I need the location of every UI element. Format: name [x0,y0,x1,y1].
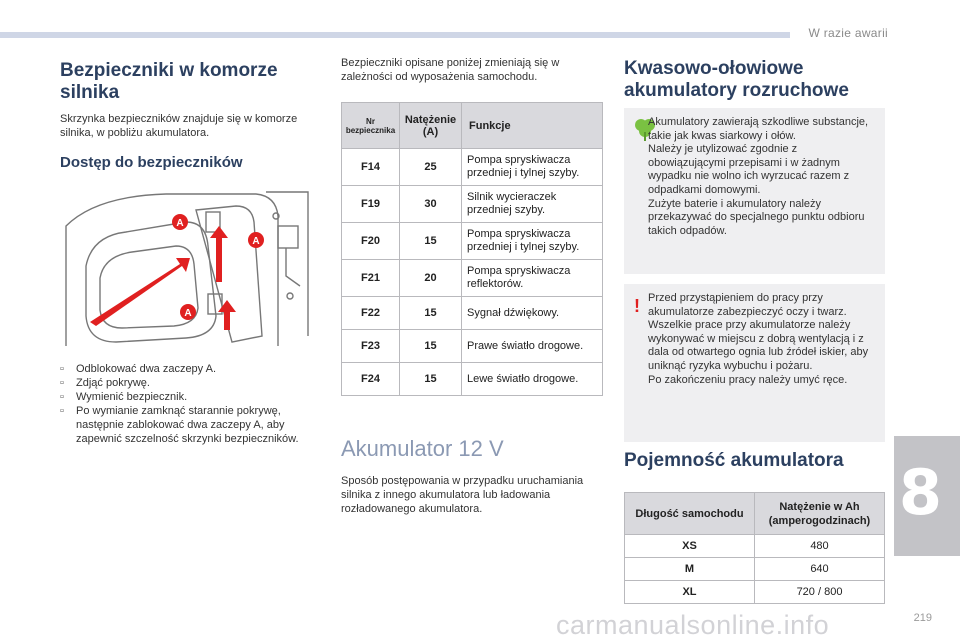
table-row [342,260,603,297]
fuse-amperage: 30 [400,186,462,223]
list-item: ▫ Zdjąć pokrywę. [60,376,322,390]
fuse-number: F24 [342,363,400,396]
list-item: ▫ Wymienić bezpiecznik. [60,390,322,404]
fuse-function: Prawe światło drogowe. [462,330,603,363]
header-bar [0,32,790,38]
fuse-amperage: 25 [400,149,462,186]
battery-capacity: 640 [755,558,885,581]
steps-list [60,362,322,446]
watermark: carmanualsonline.info [556,610,830,640]
fuse-number: F19 [342,186,400,223]
column-header: Natężenie (A) [400,103,462,149]
fuse-function: Pompa spryskiwacza przedniej i tylnej szyby. [462,223,603,260]
warning-note-text: Przed przystąpieniem do pracy przy akumulatorze zabezpieczyć oczy i twarz. Wszelkie prace przy akumulatorze należy wykonywać w miejscu z dobrą wentylacją i z dala od otwartego ognia lub źródeł iskier, aby uniknąć ryzyka wybuchu i pożaru. Po zakończeniu pracy należy umyć ręce. [648,292,869,386]
table-row [625,558,885,581]
table-row [342,186,603,223]
battery-intro: Sposób postępowania w przypadku uruchamiania silnika z innego akumulatora lub ładowania rozładowanego akumulatora. [341,475,584,515]
lead-acid-heading: Kwasowo-ołowiowe akumulatory rozruchowe [624,58,849,101]
eco-note-box [624,108,885,274]
callout-a-2: A [252,236,260,247]
capacity-table [624,492,885,604]
list-item: ▫ Odblokować dwa zaczepy A. [60,362,322,376]
warning-icon: ! [634,296,640,316]
fuses-heading: Bezpieczniki w komorze silnika [60,60,278,103]
callout-a-1: A [176,218,184,229]
fuse-amperage: 20 [400,260,462,297]
table-row [342,297,603,330]
fuse-function: Silnik wycieraczek przedniej szyby. [462,186,603,223]
callout-a-3: A [184,308,192,319]
battery-capacity: 720 / 800 [755,581,885,604]
fuse-table [341,102,603,396]
vehicle-length: XL [625,581,755,604]
vehicle-length: XS [625,535,755,558]
battery-heading: Akumulator 12 V [341,436,504,461]
table-row [342,149,603,186]
list-item: ▫ Po wymianie zamknąć starannie pokrywę, następnie zablokować dwa zaczepy A, aby zapewnić szczelność skrzynki bezpieczników. [60,404,322,446]
battery-capacity: 480 [755,535,885,558]
column-header: Nr bezpiecznika [342,103,400,149]
eco-note-text: Akumulatory zawierają szkodliwe substancje, takie jak kwas siarkowy i ołów. Należy je utylizować zgodnie z obowiązującymi przepisami i w żadnym wypadku nie wolno ich wyrzucać razem z odpadkami domowymi. Zużyte baterie i akumulatory należy przekazywać do specjalnego punktu odbioru takich odpadów. [648,116,869,237]
fuse-box-diagram [56,186,310,352]
fuse-amperage: 15 [400,363,462,396]
section-title: W razie awarii [808,26,888,40]
fuse-number: F23 [342,330,400,363]
column-header: Długość samochodu [625,493,755,535]
fuse-function: Lewe światło drogowe. [462,363,603,396]
chapter-number: 8 [898,456,942,529]
table-row [342,330,603,363]
fuse-function: Sygnał dźwiękowy. [462,297,603,330]
column-header: Funkcje [462,103,603,149]
vehicle-length: M [625,558,755,581]
fuse-number: F20 [342,223,400,260]
warning-note-box [624,284,885,442]
table-row [625,581,885,604]
fuses-intro: Skrzynka bezpieczników znajduje się w komorze silnika, w pobliżu akumulatora. [60,113,298,139]
table-row [625,535,885,558]
capacity-heading: Pojemność akumulatora [624,450,844,471]
table-row [342,363,603,396]
fuse-function: Pompa spryskiwacza przedniej i tylnej szyby. [462,149,603,186]
table-row [342,223,603,260]
column-header: Natężenie w Ah (amperogodzinach) [755,493,885,535]
fuse-number: F21 [342,260,400,297]
page-number: 219 [913,612,932,624]
access-heading: Dostęp do bezpieczników [60,154,243,171]
fuse-number: F22 [342,297,400,330]
fuses-table-intro: Bezpieczniki opisane poniżej zmieniają się w zależności od wyposażenia samochodu. [341,57,560,83]
fuse-amperage: 15 [400,330,462,363]
fuse-number: F14 [342,149,400,186]
fuse-amperage: 15 [400,297,462,330]
fuse-function: Pompa spryskiwacza reflektorów. [462,260,603,297]
fuse-amperage: 15 [400,223,462,260]
